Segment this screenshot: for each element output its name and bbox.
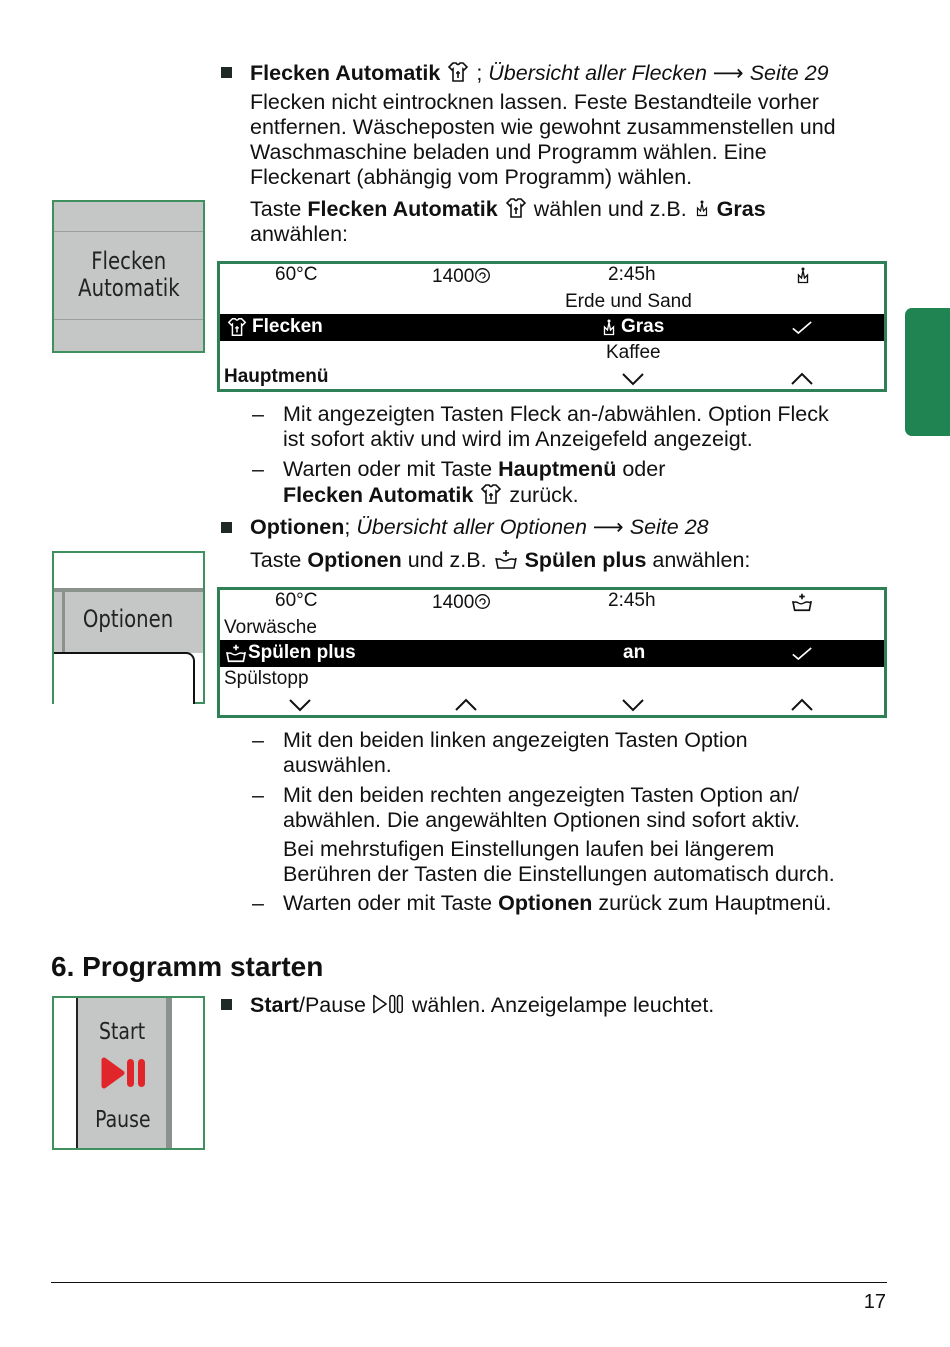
list-text: oder [616,457,666,481]
list-text: zurück. [503,483,579,507]
instruction-end: anwählen: [250,222,349,246]
instruction-text: Taste [250,548,308,572]
display-bar-mid: Gras [621,316,665,337]
chevron-up-icon [454,698,478,712]
display-bottom-left: Hauptmenü [224,366,329,387]
display-bar-left: Flecken [252,316,323,337]
page-number: 17 [863,1291,886,1313]
instruction-bold: Flecken Automatik [307,197,498,221]
list-item: auswählen. [283,753,392,777]
dash: – [252,891,264,915]
shirt-stain-icon [504,196,528,220]
list-text: zurück zum Hauptmenü. [592,891,832,915]
play-pause-icon [372,992,406,1016]
spin-icon [474,267,491,284]
instruction-bold: Start [250,993,299,1017]
bullet [221,67,232,78]
section-heading-optionen [250,515,709,540]
instruction-optionen [250,547,750,573]
list-text: Warten oder mit Taste [283,891,499,915]
button-label-bottom: Pause [94,1107,151,1133]
checkmark-icon [791,320,813,335]
paragraph-line: Fleckenart (abhängig vom Programm) wählen. [250,165,693,189]
shirt-stain-icon [479,482,503,506]
display-time: 2:45h [608,590,656,611]
list-item: Mit angezeigten Tasten Fleck an-/abwählen. Option Fleck [283,402,829,426]
instruction-text: wählen und z.B. [527,197,693,221]
display-temperature: 60°C [275,264,318,285]
instruction-bold: Optionen [307,548,402,572]
button-label: Optionen [83,605,174,633]
footer-rule [51,1282,887,1283]
instruction-flecken [250,196,766,222]
dash: – [252,783,264,807]
display-row-below: Spülstopp [224,668,309,689]
heading-separator: ; [470,61,489,85]
display-row-above: Vorwäsche [224,617,317,638]
instruction-bold: Gras [716,197,766,221]
list-item: ist sofort aktiv und wird im Anzeigefeld angezeigt. [283,427,753,451]
dash: – [252,457,264,481]
heading-bold: Flecken Automatik [250,61,441,85]
display-row-above: Erde und Sand [565,291,692,312]
list-bold: Flecken Automatik [283,483,474,507]
paragraph-line: Waschmaschine beladen und Programm wählen. Eine [250,140,767,164]
list-item: abwählen. Die angewählten Optionen sind sofort aktiv. [283,808,801,832]
shirt-stain-icon [226,316,248,338]
list-item: Mit den beiden linken angezeigten Tasten Option [283,728,748,752]
heading-separator: ; [344,515,357,539]
instruction-text: /Pause [298,993,366,1017]
grass-stain-icon [693,196,711,220]
display-spin [432,266,491,288]
start-pause-instruction [250,992,714,1018]
chevron-up-icon [790,698,814,712]
flecken-automatik-button-illustration [52,200,205,353]
button-label-line1: Flecken [90,247,166,275]
display-spin [432,592,491,614]
display-flecken [217,261,887,392]
section-heading-flecken [250,60,829,86]
checkmark-icon [791,646,813,661]
list-item: Berühren der Tasten die Einstellungen automatisch durch. [283,862,835,886]
chapter-tab [905,308,950,436]
display-spin-value: 1400 [432,592,475,613]
optionen-button-illustration [52,551,205,704]
grass-stain-icon [600,318,618,336]
button-label-line2: Automatik [77,274,180,302]
instruction-text: wählen. Anzeigelampe leuchtet. [405,993,715,1017]
list-item [283,891,831,916]
rinse-plus-icon [224,642,248,664]
button-label-top: Start [99,1019,146,1045]
bullet [221,999,232,1010]
rinse-plus-icon [493,547,519,571]
display-time: 2:45h [608,264,656,285]
paragraph-line: entfernen. Wäscheposten wie gewohnt zusammenstellen und [250,115,836,139]
list-text: Warten oder mit Taste [283,457,499,481]
display-optionen [217,587,887,718]
heading-bold: Optionen [250,515,345,539]
chevron-up-icon [790,372,814,386]
paragraph-line: Flecken nicht eintrocknen lassen. Feste Bestandteile vorher [250,90,819,114]
list-bold: Hauptmenü [498,457,617,481]
display-highlight-bar [220,314,884,341]
heading-page-reference: Übersicht aller Flecken ⟶ Seite 29 [488,61,829,85]
display-bar-mid: an [623,642,646,663]
display-row-below: Kaffee [606,342,661,363]
section-title: 6. Programm starten [51,951,324,982]
list-item [283,482,579,508]
display-spin-value: 1400 [432,266,475,287]
play-pause-icon [100,1056,150,1090]
instruction-bold: Spülen plus [524,548,647,572]
chevron-down-icon [621,698,645,712]
bullet [221,522,232,533]
chevron-down-icon [288,698,312,712]
display-temperature: 60°C [275,590,318,611]
dash: – [252,402,264,426]
list-item [283,457,665,482]
list-bold: Optionen [498,891,593,915]
chevron-down-icon [621,372,645,386]
spin-icon [474,593,491,610]
list-item: Bei mehrstufigen Einstellungen laufen bei längerem [283,837,775,861]
rinse-plus-icon [790,591,814,613]
shirt-stain-icon [446,60,470,84]
list-item: Mit den beiden rechten angezeigten Tasten Option an/ [283,783,799,807]
grass-stain-icon [794,266,812,284]
instruction-text: und z.B. [401,548,493,572]
display-bar-left: Spülen plus [248,642,356,663]
instruction-text: Taste [250,197,308,221]
heading-page-reference: Übersicht aller Optionen ⟶ Seite 28 [356,515,709,539]
start-pause-button-illustration [52,996,205,1150]
dash: – [252,728,264,752]
instruction-text: anwählen: [646,548,751,572]
display-highlight-bar [220,640,884,667]
